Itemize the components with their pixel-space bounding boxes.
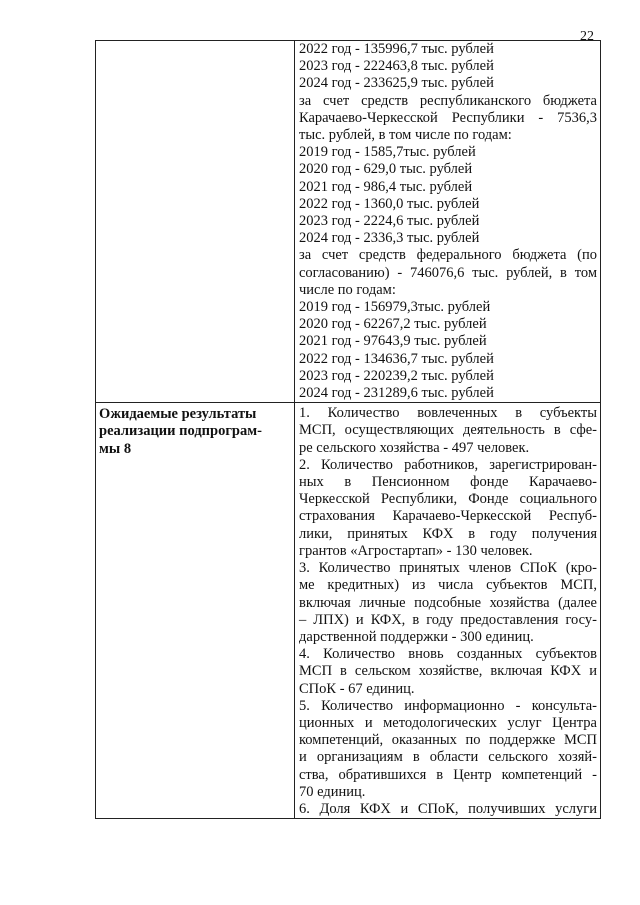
result-text-line: 6. Доля КФХ и СПоК, получивших услуги [299, 800, 597, 817]
funding-text-line: за счет средств федерального бюджета (по [299, 247, 597, 264]
funding-text-line: 2021 год - 97643,9 тыс. рублей [299, 333, 487, 350]
result-text-line: ционных и методологических услуг Центра [299, 714, 597, 731]
funding-text-line: тыс. рублей, в том числе по годам: [299, 127, 512, 144]
table-row-funding [96, 41, 601, 403]
result-text-line: ных в Пенсионном фонде Карачаево- [299, 474, 597, 491]
result-text-line: МСП, осуществляющих деятельность в сфе- [299, 422, 597, 439]
label-text-line: реализации подпрограм- [99, 423, 262, 440]
result-text-line: лики, принятых КФХ в году получения [299, 525, 597, 542]
funding-lines [299, 41, 597, 402]
result-text-line: ме кредитных) из числа субъектов МСП, [299, 577, 597, 594]
result-text-line: МСП в сельском хозяйстве, включая КФХ и [299, 663, 597, 680]
label-text-line: Ожидаемые результаты [99, 406, 257, 423]
page-number: 22 [580, 29, 594, 44]
funding-text-line: 2023 год - 220239,2 тыс. рублей [299, 367, 494, 384]
expected-results-content [295, 403, 601, 819]
funding-text-line: 2024 год - 2336,3 тыс. рублей [299, 230, 480, 247]
result-text-line: включая личные подсобные хозяйства (далее [299, 594, 597, 611]
funding-text-line: 2021 год - 986,4 тыс. рублей [299, 178, 473, 195]
expected-results-lines [299, 403, 597, 818]
label-text-line: мы 8 [99, 440, 132, 457]
funding-text-line: 2023 год - 2224,6 тыс. рублей [299, 213, 480, 230]
result-text-line: грантов «Агростартап» - 130 человек. [299, 542, 533, 559]
funding-text-line: 2022 год - 135996,7 тыс. рублей [299, 41, 494, 57]
funding-content [295, 41, 601, 403]
result-text-line: 1. Количество вовлеченных в субъекты [299, 405, 597, 422]
funding-text-line: 2024 год - 231289,6 тыс. рублей [299, 385, 494, 402]
subprogram-table [95, 40, 601, 819]
funding-text-line: Карачаево-Черкесской Республики - 7536,3 [299, 109, 597, 126]
funding-text-line: 2023 год - 222463,8 тыс. рублей [299, 58, 494, 75]
funding-text-line: 2022 год - 1360,0 тыс. рублей [299, 195, 480, 212]
result-text-line: ре сельского хозяйства - 497 человек. [299, 439, 530, 456]
row-label-expected-results [96, 403, 295, 819]
funding-text-line: 2022 год - 134636,7 тыс. рублей [299, 350, 494, 367]
result-text-line: 3. Количество принятых членов СПоК (кро- [299, 560, 597, 577]
result-text-line: компетенций, оказанных по поддержке МСП [299, 732, 597, 749]
row-label-empty [96, 41, 295, 403]
result-text-line: 2. Количество работников, зарегистрирован- [299, 456, 597, 473]
result-text-line: ства, обратившихся в Центр компетенций - [299, 766, 597, 783]
result-text-line: 70 единиц. [299, 783, 366, 800]
funding-text-line: 2024 год - 233625,9 тыс. рублей [299, 75, 494, 92]
table-row-expected-results [96, 403, 601, 819]
result-text-line: 4. Количество вновь созданных субъектов [299, 646, 597, 663]
expected-results-label [96, 403, 294, 458]
funding-text-line: числе по годам: [299, 281, 396, 298]
funding-text-line: 2020 год - 62267,2 тыс. рублей [299, 316, 487, 333]
result-text-line: СПоК - 67 единиц. [299, 680, 415, 697]
result-text-line: страхования Карачаево-Черкесской Респуб- [299, 508, 597, 525]
result-text-line: 5. Количество информационно - консульта- [299, 697, 597, 714]
funding-text-line: 2019 год - 1585,7тыс. рублей [299, 144, 476, 161]
funding-text-line: 2019 год - 156979,3тыс. рублей [299, 299, 491, 316]
funding-text-line: согласованию) - 746076,6 тыс. рублей, в том [299, 264, 597, 281]
funding-text-line: за счет средств республиканского бюджета [299, 92, 597, 109]
result-text-line: – ЛПХ) и КФХ, в году предоставления госу- [299, 611, 597, 628]
result-text-line: дарственной поддержки - 300 единиц. [299, 628, 534, 645]
funding-text-line: 2020 год - 629,0 тыс. рублей [299, 161, 473, 178]
result-text-line: и организациям в области сельского хозяй- [299, 749, 597, 766]
result-text-line: Черкесской Республики, Фонде социального [299, 491, 597, 508]
